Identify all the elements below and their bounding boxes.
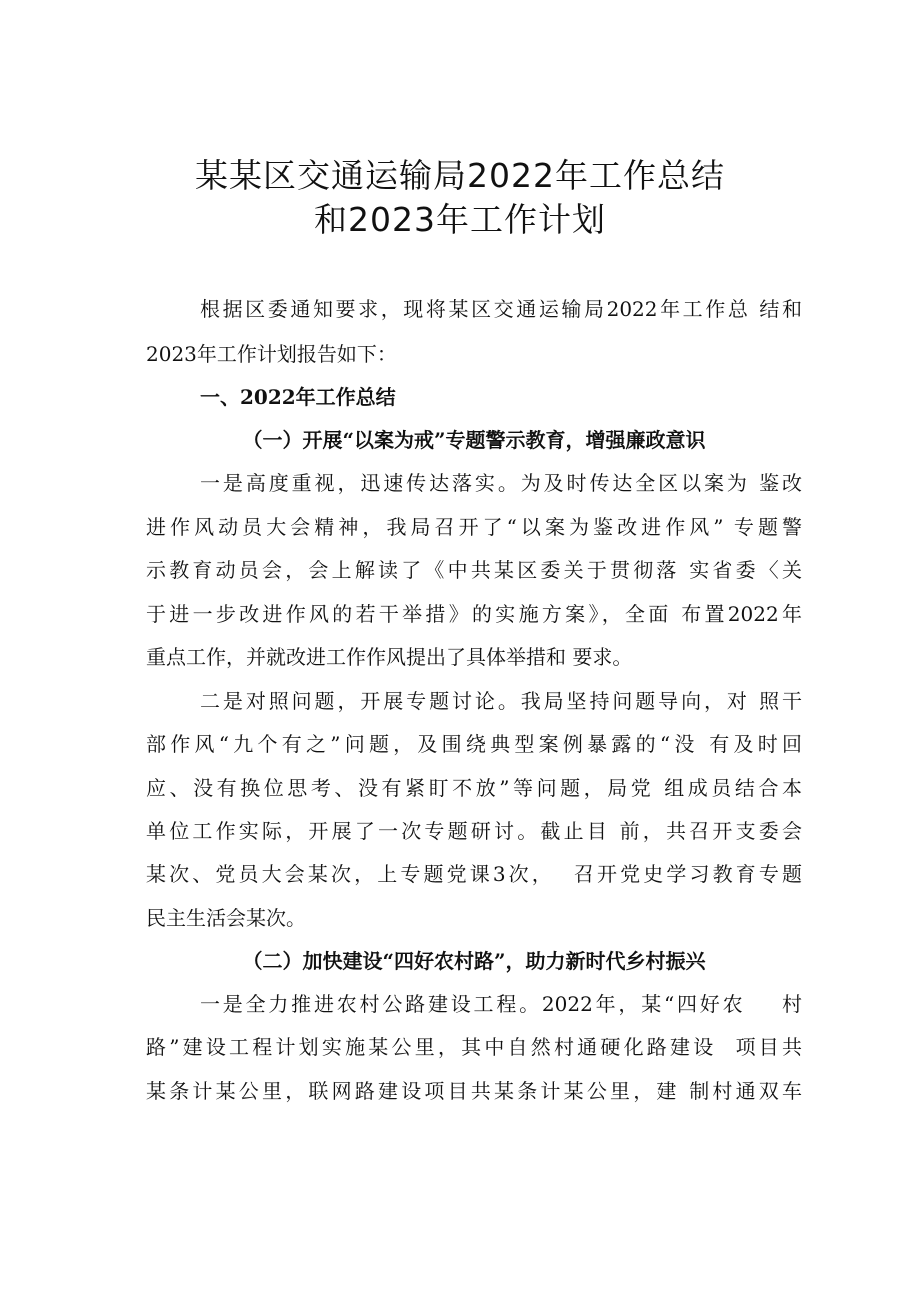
paragraph-line: 于进一步改进作风的若干举措》的实施方案》，全面 布置2022年 [146, 602, 802, 626]
paragraph-line: 部作风“九个有之”问题，及围绕典型案例暴露的“没 有及时回 [146, 732, 802, 756]
document-title-line-2: 和2023年工作计划 [314, 200, 606, 239]
subsection-2-heading: （二）加快建设“四好农村路”，助力新时代乡村振兴 [242, 949, 706, 973]
paragraph-line: 二是对照问题，开展专题讨论。我局坚持问题导向，对 照干 [200, 689, 802, 713]
document-title-line-1: 某某区交通运输局2022年工作总结 [195, 156, 725, 195]
paragraph-line: 示教育动员会，会上解读了《中共某区委关于贯彻落 实省委〈关 [146, 558, 802, 582]
paragraph-line: 重点工作，并就改进工作作风提出了具体举措和 要求。 [146, 645, 633, 669]
paragraph-line: 应、没有换位思考、没有紧盯不放”等问题，局党 组成员结合本 [146, 776, 802, 800]
paragraph-line: 进作风动员大会精神，我局召开了“以案为鉴改进作风” 专题警 [146, 515, 802, 539]
paragraph-line: 某次、党员大会某次，上专题党课3次， 召开党史学习教育专题 [146, 862, 802, 886]
paragraph-line: 单位工作实际，开展了一次专题研讨。截止目 前，共召开支委会 [146, 819, 802, 843]
subsection-1-heading: （一）开展“以案为戒”专题警示教育，增强廉政意识 [242, 428, 706, 452]
section-1-heading: 一、2022年工作总结 [200, 385, 396, 409]
paragraph-line: 路”建设工程计划实施某公里，其中自然村通硬化路建设 项目共 [146, 1035, 802, 1059]
paragraph-line: 某条计某公里，联网路建设项目共某条计某公里，建 制村通双车 [146, 1079, 802, 1103]
paragraph-line: 一是高度重视，迅速传达落实。为及时传达全区以案为 鉴改 [200, 471, 802, 495]
paragraph-line: 一是全力推进农村公路建设工程。2022年，某“四好农 村 [200, 992, 802, 1016]
paragraph-line: 民主生活会某次。 [146, 906, 306, 930]
intro-line-1: 根据区委通知要求，现将某区交通运输局2022年工作总 结和 [200, 297, 802, 321]
intro-line-2: 2023年工作计划报告如下： [146, 342, 397, 366]
